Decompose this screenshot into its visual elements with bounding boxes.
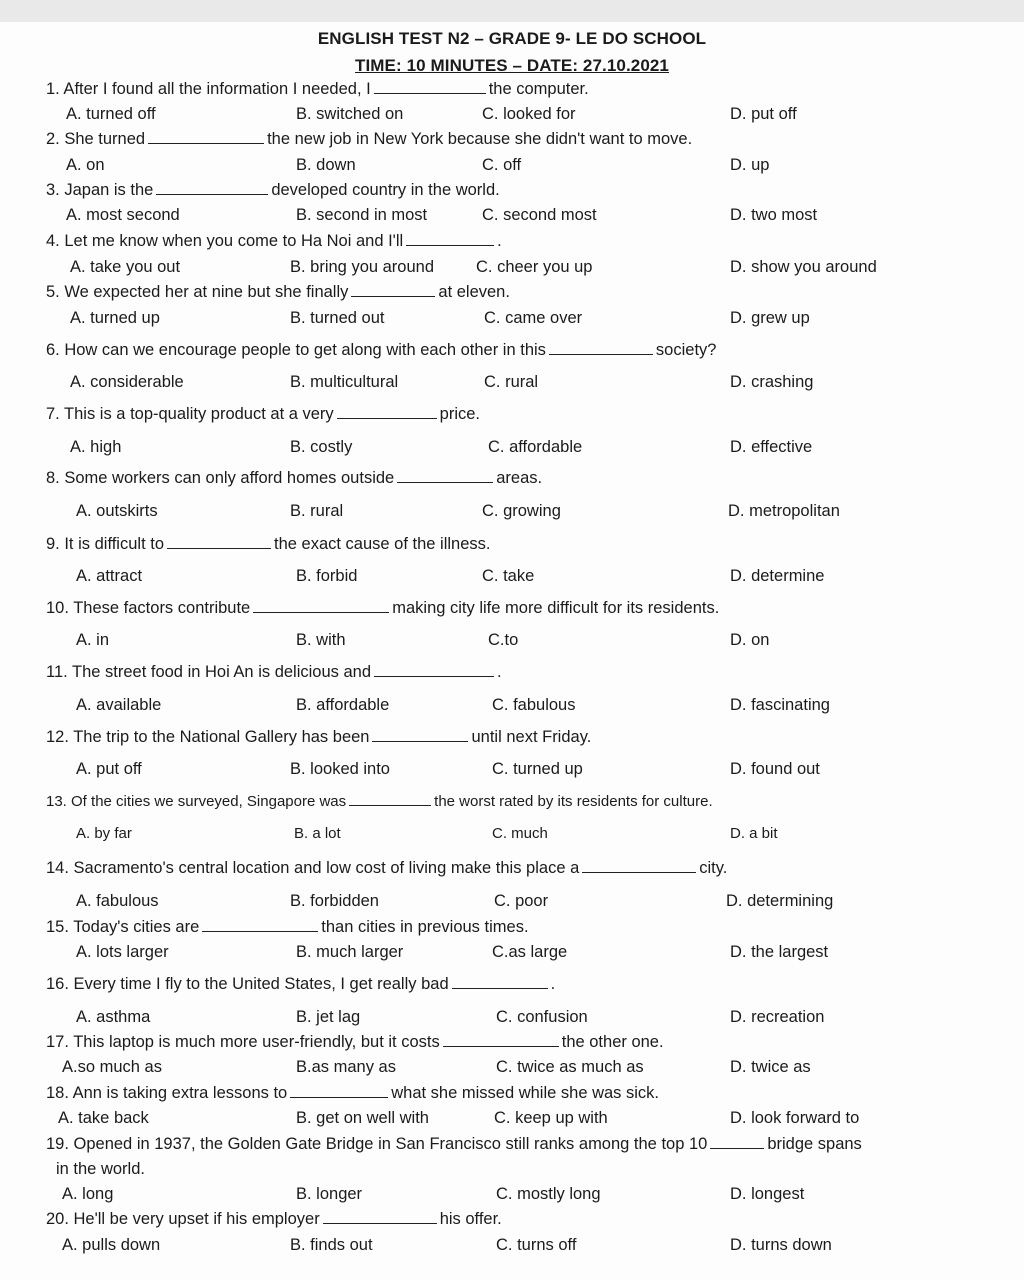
question-8 xyxy=(46,468,542,488)
option-b[interactable]: B. a lot xyxy=(294,825,341,842)
option-b[interactable]: B. switched on xyxy=(296,105,404,123)
option-b[interactable]: B. forbidden xyxy=(290,892,379,910)
option-b[interactable]: B. get on well with xyxy=(296,1109,429,1127)
option-a[interactable]: A. available xyxy=(76,696,162,714)
option-d[interactable]: D. turns down xyxy=(730,1236,832,1254)
option-a[interactable]: A. asthma xyxy=(76,1008,151,1026)
option-c[interactable]: C. cheer you up xyxy=(476,258,593,276)
option-d[interactable]: D. determine xyxy=(730,567,825,585)
question-text: 10. These factors contribute xyxy=(46,599,251,617)
question-19 xyxy=(46,1134,862,1154)
option-d[interactable]: D. fascinating xyxy=(730,696,830,714)
question-text-after: the worst rated by its residents for culture. xyxy=(434,793,713,810)
answer-blank[interactable] xyxy=(148,129,264,144)
option-a[interactable]: A. take you out xyxy=(70,258,181,276)
question-text: 7. This is a top-quality product at a very xyxy=(46,405,334,423)
question-text: 12. The trip to the National Gallery has been xyxy=(46,728,370,746)
question-text: 6. How can we encourage people to get along with each other in this xyxy=(46,341,546,359)
question-9 xyxy=(46,534,490,554)
question-text-after: until next Friday. xyxy=(471,728,592,746)
option-d[interactable]: D. two most xyxy=(730,206,818,224)
answer-blank[interactable] xyxy=(253,598,389,613)
question-11 xyxy=(46,662,502,682)
option-a[interactable]: A. pulls down xyxy=(62,1236,161,1254)
option-a[interactable]: A. on xyxy=(66,156,105,174)
option-b[interactable]: B. jet lag xyxy=(296,1008,361,1026)
question-text-after: the new job in New York because she didn't want to move. xyxy=(267,130,693,148)
question-20 xyxy=(46,1209,502,1229)
question-text-after: his offer. xyxy=(439,1210,502,1228)
question-text-after: society? xyxy=(655,341,717,359)
option-b[interactable]: B. finds out xyxy=(290,1236,373,1254)
question-text-after: . xyxy=(497,663,502,681)
question-text: 8. Some workers can only afford homes outside xyxy=(46,469,395,487)
option-d[interactable]: D. crashing xyxy=(730,373,814,391)
option-d[interactable]: D. recreation xyxy=(730,1008,825,1026)
option-a[interactable]: A. in xyxy=(76,631,110,649)
answer-blank[interactable] xyxy=(452,974,548,989)
question-text-after: areas. xyxy=(496,469,543,487)
option-c[interactable]: C. off xyxy=(482,156,522,174)
question-15 xyxy=(46,917,529,937)
question-text: 13. Of the cities we surveyed, Singapore was xyxy=(46,793,347,810)
option-b[interactable]: B. with xyxy=(296,631,346,649)
option-a[interactable]: A. attract xyxy=(76,567,143,585)
question-text-after: . xyxy=(497,232,502,250)
answer-blank[interactable] xyxy=(710,1134,764,1149)
question-text: 1. After I found all the information I needed, I xyxy=(46,80,371,98)
option-d[interactable]: D. longest xyxy=(730,1185,805,1203)
option-b[interactable]: B. costly xyxy=(290,438,353,456)
answer-blank[interactable] xyxy=(374,662,494,677)
question-text-after: than cities in previous times. xyxy=(321,918,529,936)
option-c[interactable]: C. confusion xyxy=(496,1008,588,1026)
option-a[interactable]: A. turned up xyxy=(70,309,160,327)
option-d[interactable]: D. show you around xyxy=(730,258,877,276)
option-b[interactable]: B. affordable xyxy=(296,696,390,714)
option-b[interactable]: B. rural xyxy=(290,502,344,520)
question-text: 2. She turned xyxy=(46,130,146,148)
option-d[interactable]: D. grew up xyxy=(730,309,810,327)
answer-blank[interactable] xyxy=(374,79,486,94)
test-title: ENGLISH TEST N2 – GRADE 9- LE DO SCHOOL xyxy=(317,29,707,48)
question-text: 5. We expected her at nine but she finally xyxy=(46,283,349,301)
option-c[interactable]: C. turns off xyxy=(496,1236,577,1254)
option-b[interactable]: B. longer xyxy=(296,1185,363,1203)
question-text: 14. Sacramento's central location and low cost of living make this place a xyxy=(46,859,580,877)
answer-blank[interactable] xyxy=(202,917,318,932)
test-subtitle: TIME: 10 MINUTES – DATE: 27.10.2021 xyxy=(354,56,669,75)
question-7 xyxy=(46,404,480,424)
answer-blank[interactable] xyxy=(167,534,271,549)
option-c[interactable]: C. looked for xyxy=(482,105,576,123)
question-6 xyxy=(46,340,716,360)
question-text-after: making city life more difficult for its residents. xyxy=(392,599,720,617)
option-a[interactable]: A. fabulous xyxy=(76,892,159,910)
question-2 xyxy=(46,129,692,149)
option-b[interactable]: B. down xyxy=(296,156,356,174)
option-b[interactable]: B. turned out xyxy=(290,309,385,327)
option-a[interactable]: A.so much as xyxy=(62,1058,162,1076)
question-1 xyxy=(46,79,589,99)
answer-blank[interactable] xyxy=(156,180,268,195)
question-text: 4. Let me know when you come to Ha Noi and I'll xyxy=(46,232,404,250)
option-b[interactable]: B. second in most xyxy=(296,206,428,224)
question-10 xyxy=(46,598,719,618)
question-text: 17. This laptop is much more user-friendly, but it costs xyxy=(46,1033,440,1051)
option-d[interactable]: D. put off xyxy=(730,105,797,123)
question-text-after: what she missed while she was sick. xyxy=(391,1084,660,1102)
option-c[interactable]: C. affordable xyxy=(488,438,583,456)
question-text-after: at eleven. xyxy=(438,283,510,301)
option-b[interactable]: B. forbid xyxy=(296,567,358,585)
option-d[interactable]: D. metropolitan xyxy=(728,502,840,520)
top-bar xyxy=(0,0,1024,22)
option-c[interactable]: C.to xyxy=(488,631,519,649)
option-d[interactable]: D. the largest xyxy=(730,943,829,961)
option-d[interactable]: D. up xyxy=(730,156,770,174)
option-c[interactable]: C. keep up with xyxy=(494,1109,608,1127)
question-3 xyxy=(46,180,500,200)
option-c[interactable]: C. take xyxy=(482,567,535,585)
option-a[interactable]: A. by far xyxy=(76,825,132,842)
question-text: 18. Ann is taking extra lessons to xyxy=(46,1084,288,1102)
option-d[interactable]: D. effective xyxy=(730,438,813,456)
answer-blank[interactable] xyxy=(337,404,437,419)
question-5 xyxy=(46,282,510,302)
question-text: 19. Opened in 1937, the Golden Gate Bridge in San Francisco still ranks among the top 10 xyxy=(46,1135,708,1153)
answer-blank[interactable] xyxy=(290,1083,388,1098)
option-b[interactable]: B. much larger xyxy=(296,943,404,961)
option-c[interactable]: C. rural xyxy=(484,373,539,391)
question-16 xyxy=(46,974,555,994)
question-text: 16. Every time I fly to the United States, I get really bad xyxy=(46,975,449,993)
question-text-after: bridge spans xyxy=(767,1135,862,1153)
answer-blank[interactable] xyxy=(397,468,493,483)
option-c[interactable]: C. much xyxy=(492,825,548,842)
option-a[interactable]: A. high xyxy=(70,438,122,456)
option-d[interactable]: D. determining xyxy=(726,892,834,910)
option-d[interactable]: D. on xyxy=(730,631,770,649)
question-text: 20. He'll be very upset if his employer xyxy=(46,1210,320,1228)
option-a[interactable]: A. outskirts xyxy=(76,502,158,520)
option-b[interactable]: B. bring you around xyxy=(290,258,435,276)
option-b[interactable]: B.as many as xyxy=(296,1058,396,1076)
option-d[interactable]: D. found out xyxy=(730,760,820,778)
question-text: 3. Japan is the xyxy=(46,181,154,199)
question-continuation: in the world. xyxy=(56,1160,145,1178)
option-a[interactable]: A. take back xyxy=(58,1109,149,1127)
option-a[interactable]: A. considerable xyxy=(70,373,184,391)
question-18 xyxy=(46,1083,659,1103)
answer-blank[interactable] xyxy=(323,1209,437,1224)
question-text-after: . xyxy=(550,975,556,993)
option-a[interactable]: A. put off xyxy=(76,760,142,778)
option-c[interactable]: C. second most xyxy=(482,206,597,224)
question-text-after: price. xyxy=(439,405,481,423)
question-text-after: the computer. xyxy=(488,80,589,98)
option-c[interactable]: C. mostly long xyxy=(496,1185,601,1203)
question-12 xyxy=(46,727,591,747)
option-d[interactable]: D. a bit xyxy=(730,825,778,842)
option-c[interactable]: C.as large xyxy=(492,943,568,961)
option-b[interactable]: B. looked into xyxy=(290,760,390,778)
option-b[interactable]: B. multicultural xyxy=(290,373,399,391)
option-a[interactable]: A. lots larger xyxy=(76,943,169,961)
question-14 xyxy=(46,858,727,878)
answer-blank[interactable] xyxy=(351,282,435,297)
question-13 xyxy=(46,791,713,812)
option-c[interactable]: C. fabulous xyxy=(492,696,576,714)
option-c[interactable]: C. poor xyxy=(494,892,549,910)
answer-blank[interactable] xyxy=(406,231,494,246)
option-c[interactable]: C. turned up xyxy=(492,760,583,778)
option-c[interactable]: C. came over xyxy=(484,309,583,327)
option-a[interactable]: A. long xyxy=(62,1185,114,1203)
question-text: 15. Today's cities are xyxy=(46,918,200,936)
question-text: 9. It is difficult to xyxy=(46,535,164,553)
option-c[interactable]: C. twice as much as xyxy=(496,1058,644,1076)
question-17 xyxy=(46,1032,664,1052)
answer-blank[interactable] xyxy=(349,791,431,806)
option-a[interactable]: A. most second xyxy=(66,206,180,224)
question-text-after: the exact cause of the illness. xyxy=(274,535,491,553)
question-text-after: the other one. xyxy=(561,1033,664,1051)
answer-blank[interactable] xyxy=(549,340,653,355)
option-d[interactable]: D. look forward to xyxy=(730,1109,860,1127)
answer-blank[interactable] xyxy=(443,1032,559,1047)
question-text-after: city. xyxy=(699,859,728,877)
question-4 xyxy=(46,231,502,251)
question-text: 11. The street food in Hoi An is delicious and xyxy=(46,663,372,681)
option-d[interactable]: D. twice as xyxy=(730,1058,811,1076)
option-c[interactable]: C. growing xyxy=(482,502,561,520)
option-a[interactable]: A. turned off xyxy=(66,105,156,123)
answer-blank[interactable] xyxy=(372,727,468,742)
answer-blank[interactable] xyxy=(582,858,696,873)
question-text-after: developed country in the world. xyxy=(271,181,500,199)
